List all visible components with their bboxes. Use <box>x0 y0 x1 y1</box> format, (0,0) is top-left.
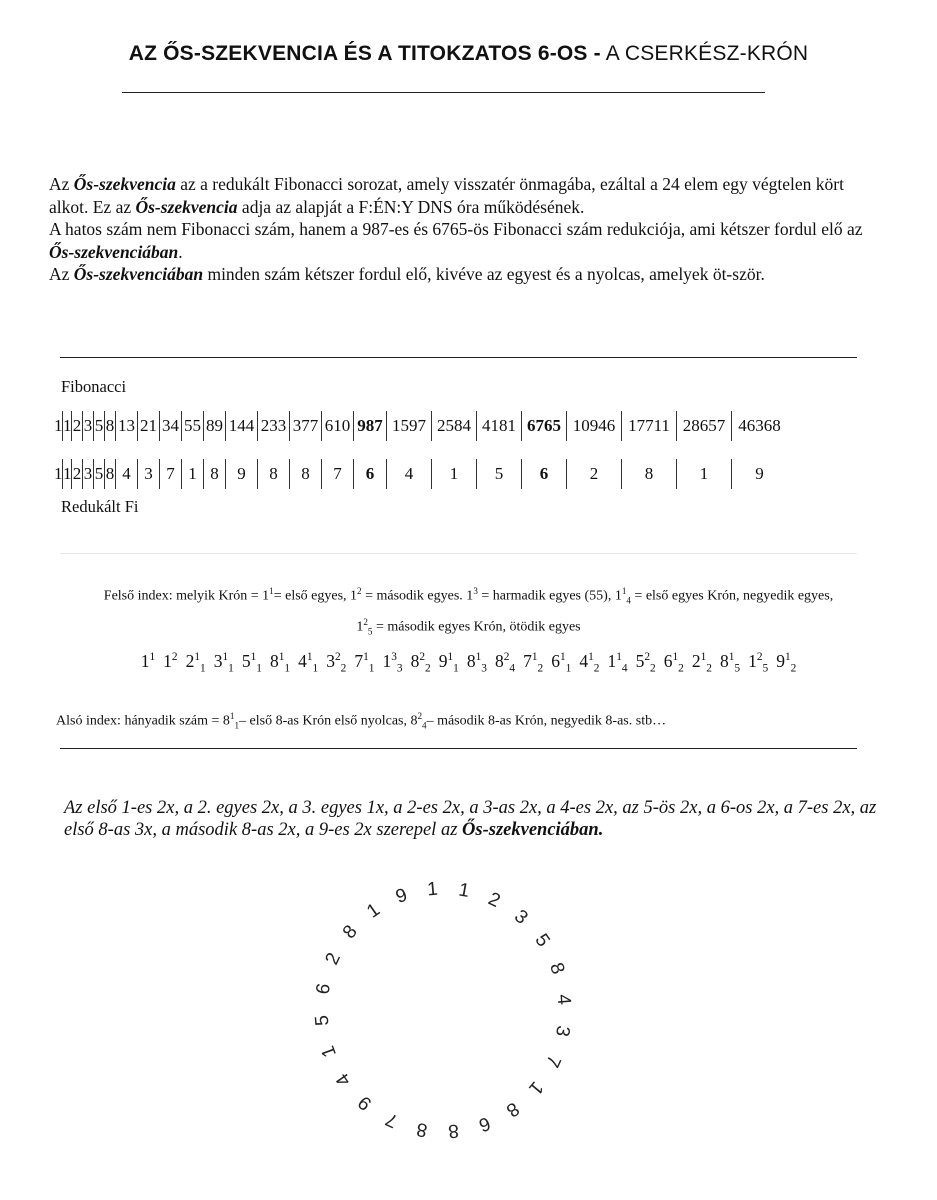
fibonacci-cell: 2584 <box>432 411 477 441</box>
token-base: 1 <box>748 651 757 671</box>
circle-digit: 6 <box>312 981 336 997</box>
circle-digit: 3 <box>509 905 532 929</box>
token-sub: 3 <box>481 662 487 675</box>
token-sup: 1 <box>616 651 622 664</box>
token-base: 9 <box>776 651 785 671</box>
intro-segment: minden szám kétszer fordul elő, kivéve az egyest és a nyolcas, amelyek öt-ször. <box>203 264 765 284</box>
reduced-cell: 5 <box>477 459 522 489</box>
circle-digit: 3 <box>550 1023 574 1039</box>
token-sup: 1 <box>278 651 285 664</box>
intro-emphasis: Ős-szekvencia <box>73 174 176 194</box>
token-sub: 1 <box>368 662 375 675</box>
circle-digit: 8 <box>502 1097 523 1121</box>
un-d: 2 <box>357 586 362 596</box>
reduced-cell: 7 <box>160 459 182 489</box>
intro-segment: A hatos szám nem Fibonacci szám, hanem a 987-es és 6765-ös Fibonacci szám redukciója, ami kétszer fordul elő az <box>49 219 863 239</box>
fibonacci-cell: 1 <box>54 411 63 441</box>
reduced-label: Redukált Fi <box>61 497 139 516</box>
fibonacci-cell: 34 <box>160 411 182 441</box>
token-sup: 1 <box>784 651 791 664</box>
circle-digit: 5 <box>311 1014 334 1027</box>
ln-e: 2 <box>417 711 423 721</box>
token-base: 1 <box>140 651 150 671</box>
token-sup: 1 <box>531 651 538 664</box>
fibonacci-cell: 8 <box>105 411 116 441</box>
token-sup: 1 <box>475 651 482 664</box>
circle-digit: 5 <box>530 930 554 951</box>
reduced-cell: 8 <box>105 459 116 489</box>
token-base: 1 <box>607 651 617 671</box>
token-base: 3 <box>213 651 223 671</box>
token-base: 5 <box>241 651 251 671</box>
un-l: 2 <box>363 617 368 628</box>
fibonacci-cell: 89 <box>204 411 226 441</box>
fibonacci-cell: 21 <box>138 411 160 441</box>
title-light: A CSERKÉSZ-KRÓN <box>600 42 809 65</box>
reduced-cell: 8 <box>258 459 290 489</box>
token-sup: 3 <box>391 651 397 664</box>
circle-digit: 9 <box>393 884 411 908</box>
intro-segment: az a redukált Fibonacci sorozat, amely visszatér önmagába, ezáltal a 24 elem egy végtelen kört alkot. Ez az <box>49 174 844 217</box>
token-base: 2 <box>691 651 701 671</box>
token-sup: 2 <box>644 651 650 664</box>
ln-g: – második 8-as Krón, negyedik 8-as. stb… <box>426 713 667 729</box>
token-base: 6 <box>551 651 560 671</box>
token-sup: 1 <box>700 651 707 664</box>
token-sup: 2 <box>334 651 341 664</box>
token-base: 5 <box>635 651 645 671</box>
fibonacci-cell: 377 <box>290 411 322 441</box>
intro-segment: adja az alapját a F:ÉN:Y DNS óra működésének. <box>237 196 585 217</box>
ln-a: Alsó index: hányadik szám = 8 <box>56 713 230 729</box>
token-base: 4 <box>298 651 307 671</box>
token-base: 4 <box>579 651 589 671</box>
token-base: 7 <box>523 651 532 671</box>
reduced-cell: 2 <box>567 459 622 489</box>
token-sub: 5 <box>762 662 769 675</box>
reduced-cell: 2 <box>72 459 83 489</box>
fibonacci-label: Fibonacci <box>61 377 127 396</box>
token-sub: 5 <box>734 662 741 675</box>
reduced-cell: 6 <box>522 459 567 489</box>
token-sub: 3 <box>396 662 403 675</box>
token-sub: 2 <box>650 662 656 675</box>
fibonacci-cell: 4181 <box>477 411 522 441</box>
fibonacci-cell: 17711 <box>622 411 677 441</box>
token-sup: 2 <box>171 651 178 664</box>
un-j: = első egyes Krón, negyedik egyes, <box>630 588 834 604</box>
fibonacci-cell: 987 <box>354 411 387 441</box>
circle-digit: 6 <box>475 1112 493 1136</box>
token-sub: 1 <box>228 662 234 675</box>
token-base: 8 <box>494 651 504 671</box>
un-h: 1 <box>621 586 627 596</box>
circle-digit: 1 <box>317 1042 341 1060</box>
token-sub: 1 <box>284 662 291 675</box>
token-base: 8 <box>410 651 420 671</box>
token-sub: 4 <box>621 662 628 675</box>
token-sup: 1 <box>728 651 735 664</box>
reduced-cell: 4 <box>387 459 432 489</box>
intro-emphasis: Ős-szekvenciában <box>73 264 204 284</box>
token-sup: 1 <box>222 651 229 664</box>
token-sup: 1 <box>194 651 200 664</box>
intro-emphasis: Ős-szekvenciában <box>49 241 179 262</box>
title-bold: AZ ŐS-SZEKVENCIA ÉS A TITOKZATOS 6-OS - <box>128 42 601 65</box>
token-sup: 1 <box>149 651 156 664</box>
fibonacci-cell: 5 <box>94 411 105 441</box>
circle-digit: 1 <box>456 879 472 903</box>
token-sub: 1 <box>565 662 572 675</box>
un-k: 1 <box>356 620 364 636</box>
token-sub: 2 <box>706 662 712 675</box>
reduced-cell: 3 <box>83 459 94 489</box>
token-sup: 1 <box>447 651 454 664</box>
un-e: = második egyes. 1 <box>361 588 474 604</box>
fibonacci-cell: 10946 <box>567 411 622 441</box>
fibonacci-cell: 610 <box>322 411 354 441</box>
un-c: = első egyes, 1 <box>273 588 358 604</box>
token-sup: 2 <box>756 651 763 664</box>
reduced-cell: 6 <box>354 459 387 489</box>
fibonacci-cell: 144 <box>226 411 258 441</box>
token-sup: 1 <box>363 651 369 664</box>
un-i: 4 <box>626 595 631 606</box>
token-base: 8 <box>269 651 279 671</box>
token-sup: 1 <box>250 651 257 664</box>
ln-f: 4 <box>422 720 427 731</box>
token-sup: 2 <box>503 651 510 664</box>
token-base: 6 <box>663 651 673 671</box>
circle-digit: 2 <box>484 888 504 913</box>
circle-digit: 2 <box>321 949 346 969</box>
fibonacci-cell: 13 <box>116 411 138 441</box>
fibonacci-cell: 6765 <box>522 411 567 441</box>
token-sub: 2 <box>340 662 347 675</box>
token-sub: 2 <box>790 662 797 675</box>
reduced-cell: 1 <box>54 459 63 489</box>
reduced-cell: 1 <box>63 459 72 489</box>
token-base: 8 <box>719 651 729 671</box>
token-sub: 1 <box>200 662 206 675</box>
token-sup: 1 <box>306 651 313 664</box>
reduced-cell: 8 <box>622 459 677 489</box>
token-base: 7 <box>354 651 364 671</box>
token-sub: 2 <box>593 662 600 675</box>
circle-digit: 1 <box>524 1076 548 1099</box>
circle-digit: 7 <box>382 1107 402 1132</box>
fibonacci-cell: 1 <box>63 411 72 441</box>
token-sub: 2 <box>425 662 431 675</box>
token-sub: 1 <box>453 662 459 675</box>
circle-digit: 8 <box>447 1119 460 1142</box>
un-n: = második egyes Krón, ötödik egyes <box>372 620 581 636</box>
un-m: 5 <box>367 626 373 637</box>
token-sub: 2 <box>678 662 684 675</box>
reduced-cell: 5 <box>94 459 105 489</box>
token-sub: 1 <box>256 662 262 675</box>
fibonacci-cell: 55 <box>182 411 204 441</box>
fibonacci-cell: 1597 <box>387 411 432 441</box>
token-sup: 1 <box>559 651 566 664</box>
intro-emphasis: Ős-szekvencia <box>135 196 238 217</box>
reduced-cell: 8 <box>204 459 226 489</box>
reduced-cell: 8 <box>290 459 322 489</box>
intro-segment: Az <box>49 174 74 194</box>
reduced-cell: 3 <box>138 459 160 489</box>
circle-digit: 8 <box>545 960 569 978</box>
reduced-cell: 1 <box>677 459 732 489</box>
reduced-cell: 9 <box>226 459 258 489</box>
token-sup: 1 <box>672 651 679 664</box>
reduced-cell: 9 <box>755 464 764 483</box>
ln-b: 1 <box>229 711 235 721</box>
fibonacci-cell: 46368 <box>738 416 781 435</box>
fibonacci-cell: 233 <box>258 411 290 441</box>
circle-digit: 1 <box>426 878 439 901</box>
token-sub: 2 <box>537 662 544 675</box>
circle-digit: 7 <box>540 1051 565 1071</box>
token-sup: 1 <box>588 651 594 664</box>
circle-digit: 1 <box>363 899 384 923</box>
token-base: 3 <box>326 651 335 671</box>
reduced-cell: 4 <box>116 459 138 489</box>
circle-digit: 4 <box>332 1069 356 1090</box>
fibonacci-cell: 2 <box>72 411 83 441</box>
intro-segment: Az <box>49 264 74 284</box>
reduced-cell: 1 <box>432 459 477 489</box>
un-f: 3 <box>473 586 478 596</box>
token-base: 9 <box>438 651 448 671</box>
token-base: 8 <box>466 651 476 671</box>
token-sup: 2 <box>419 651 425 664</box>
token-base: 1 <box>163 651 172 671</box>
un-g: = harmadik egyes (55), 1 <box>477 588 622 604</box>
circle-digit: 4 <box>552 993 575 1006</box>
un-a: Felső index: melyik Krón = 1 <box>103 588 270 604</box>
summary-body: Az első 1-es 2x, a 2. egyes 2x, a 3. egyes 1x, a 2-es 2x, a 3-as 2x, a 4-es 2x, az 5-ös 2x, a 6-os 2x, a 7-es 2x, az első 8-as 3x, a második 8-as 2x, a 9-es 2x szerepel az <box>64 798 877 840</box>
summary-emph: Ős-szekvenciában. <box>462 820 604 840</box>
ln-d: – első 8-as Krón első nyolcas, 8 <box>239 713 418 729</box>
circle-digit: 8 <box>414 1117 430 1141</box>
token-base: 2 <box>185 651 195 671</box>
circle-digit: 8 <box>338 921 362 944</box>
ln-c: 1 <box>234 720 240 731</box>
token-base: 1 <box>382 651 392 671</box>
reduced-cell: 7 <box>322 459 354 489</box>
un-b: 1 <box>269 586 274 596</box>
token-sub: 1 <box>312 662 319 675</box>
fibonacci-cell: 3 <box>83 411 94 441</box>
token-sub: 4 <box>509 662 516 675</box>
intro-segment: . <box>178 241 183 262</box>
reduced-cell: 1 <box>182 459 204 489</box>
fibonacci-cell: 28657 <box>677 411 732 441</box>
circle-digit: 9 <box>354 1091 377 1115</box>
